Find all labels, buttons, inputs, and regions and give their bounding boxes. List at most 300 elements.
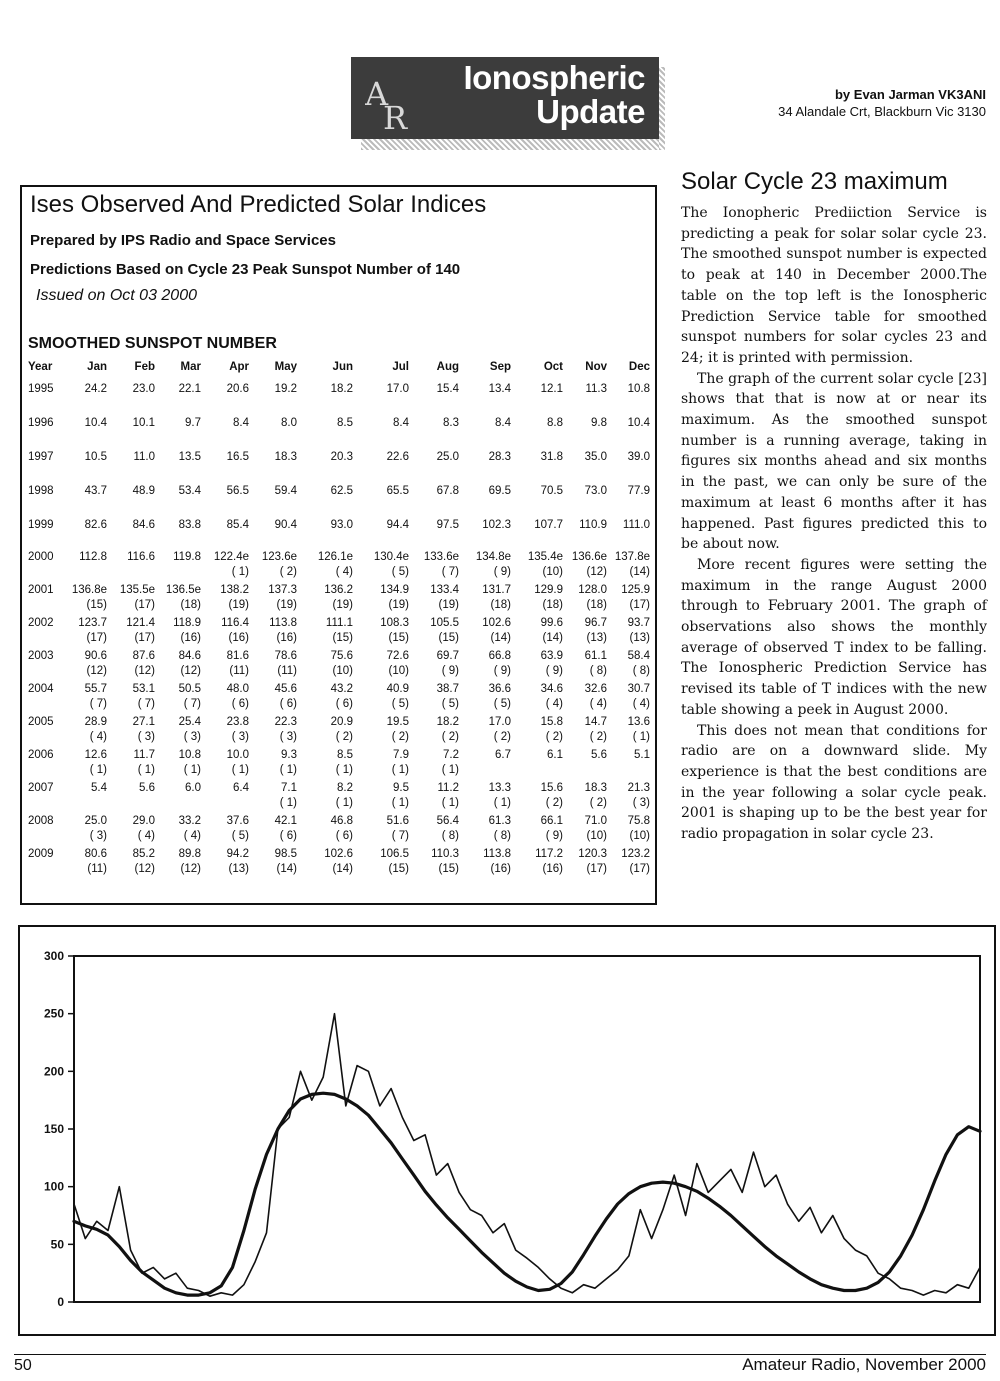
table-cell [204,679,252,712]
cell-error-range: ( 2) [279,566,297,578]
cell-value: 81.6 [226,650,249,662]
cell-value: 10.4 [627,417,650,429]
table-cell [158,513,204,547]
table-cell [356,411,412,445]
table-title: Ises Observed And Predicted Solar Indices [30,191,487,218]
cell-value: 50.5 [178,683,201,695]
cell-error-range: ( 1) [391,764,409,776]
cell-value: 87.6 [132,650,155,662]
cell-value: 121.4 [126,617,155,629]
table-cell [68,745,110,778]
cell-error-range: ( 4) [545,698,563,710]
table-row [26,377,653,411]
chart-frame [18,925,996,1336]
y-tick-label: 250 [43,1006,64,1021]
cell-value: 13.6 [627,716,650,728]
table-cell [110,679,158,712]
table-cell [462,844,514,877]
table-cell [300,411,356,445]
table-cell [68,377,110,411]
cell-value: 5.6 [591,749,607,761]
cell-error-range: ( 8) [493,830,511,842]
table-cell [204,613,252,646]
cell-error-range: ( 7) [89,698,107,710]
cell-error-range: (17) [134,599,155,611]
cell-value: 28.3 [488,451,511,463]
table-cell [252,679,300,712]
cell-value: 93.0 [330,519,353,531]
cell-value: 126.1e [317,551,353,563]
cell-value: 7.2 [443,749,459,761]
cell-value: 53.1 [132,683,155,695]
y-tick-label: 150 [43,1122,64,1136]
table-cell [462,679,514,712]
cell-value: 19.5 [386,716,409,728]
table-cell [68,580,110,613]
table-cell [68,613,110,646]
author-address: 34 Alandale Crt, Blackburn Vic 3130 [778,104,986,119]
cell-value: 123.7 [78,617,107,629]
table-cell [462,778,514,811]
cell-value: 113.8 [269,617,297,629]
table-row [26,547,653,580]
table-cell [110,613,158,646]
column-header: Mar [180,361,201,373]
cell-value: 9.3 [281,749,297,761]
table-cell [158,411,204,445]
cell-error-range: (17) [629,599,650,611]
cell-value: 61.1 [584,650,607,662]
cell-error-range: (12) [134,863,155,875]
cell-error-range: ( 7) [391,830,409,842]
column-header: Dec [628,361,650,373]
table-cell [252,479,300,513]
logo-title-line1: Ionospheric [463,59,645,96]
cell-error-range: (10) [332,665,353,677]
table-cell [514,745,566,778]
table-cell [566,646,610,679]
cell-value: 134.9 [380,584,409,596]
table-row [26,479,653,513]
cell-error-range: ( 2) [589,797,607,809]
cell-error-range: ( 1) [231,764,249,776]
table-cell [514,411,566,445]
table-cell [204,479,252,513]
table-cell [412,778,462,811]
table-cell [204,844,252,877]
table-cell [204,513,252,547]
table-cell [158,844,204,877]
table-cell [462,445,514,479]
cell-value: 135.4e [527,551,563,563]
row-year: 2001 [28,584,54,596]
cell-value: 130.4e [373,551,409,563]
cell-error-range: ( 1) [441,797,459,809]
cell-error-range: ( 6) [335,698,353,710]
cell-value: 85.4 [226,519,249,531]
cell-value: 90.6 [84,650,107,662]
cell-value: 53.4 [178,485,201,497]
cell-value: 6.0 [185,782,201,794]
logo-letter-a: A [365,75,389,113]
cell-error-range: ( 1) [441,764,459,776]
table-cell [204,778,252,811]
cell-value: 78.6 [274,650,297,662]
cell-value: 23.0 [132,383,155,395]
column-header: Feb [134,361,155,373]
table-cell [158,479,204,513]
logo-letter-r: R [383,99,408,131]
table-cell [566,479,610,513]
cell-value: 28.9 [84,716,107,728]
cell-value: 55.7 [84,683,107,695]
publication-line: Amateur Radio, November 2000 [742,1355,986,1374]
cell-value: 8.2 [337,782,353,794]
cell-value: 97.5 [436,519,459,531]
cell-value: 123.6e [261,551,297,563]
table-cell [68,712,110,745]
row-year: 2009 [28,848,54,860]
table-cell [610,479,653,513]
table-cell [412,411,462,445]
cell-error-range: (10) [586,830,607,842]
cell-error-range: (16) [542,863,563,875]
sunspot-table [26,357,653,877]
table-cell [252,547,300,580]
table-cell [412,547,462,580]
column-header: Aug [436,361,459,373]
cell-error-range: (12) [86,665,107,677]
table-cell [356,712,412,745]
table-cell [610,445,653,479]
table-cell [514,613,566,646]
table-row [26,613,653,646]
cell-error-range: (14) [629,566,650,578]
y-tick-label: 200 [43,1064,64,1079]
table-cell [356,479,412,513]
table-cell [356,745,412,778]
cell-value: 134.8e [475,551,511,563]
cell-error-range: (18) [542,599,563,611]
cell-value: 98.5 [274,848,297,860]
article-paragraph: The Ionopheric Prediiction Service is predicting a peak for solar solar cycle 23. The smoothed sunspot number is expected to peak at 140 in December 2000.The table on the top left is the Ionospheric Prediction Service table for smoothed sunspot numbers for solar cycles 23 and 24; it is printed with permission. [681,205,987,366]
y-tick-label: 50 [50,1237,64,1252]
cell-error-range: (17) [629,863,650,875]
cell-error-range: (10) [542,566,563,578]
cell-value: 22.3 [274,716,297,728]
table-row [26,811,653,844]
cell-value: 21.3 [627,782,650,794]
table-cell [514,679,566,712]
table-cell [356,377,412,411]
cell-value: 106.5 [380,848,409,860]
cell-error-range: ( 5) [231,830,249,842]
cell-value: 94.2 [226,848,249,860]
cell-value: 75.6 [330,650,353,662]
table-row [26,411,653,445]
cell-value: 34.6 [540,683,563,695]
table-cell [412,844,462,877]
cell-error-range: ( 4) [183,830,201,842]
table-cell [610,547,653,580]
table-cell [110,580,158,613]
table-cell [300,679,356,712]
cell-error-range: (15) [438,863,459,875]
table-cell [610,811,653,844]
cell-value: 102.3 [482,519,511,531]
table-cell [462,580,514,613]
cell-value: 9.8 [591,417,607,429]
table-cell [566,547,610,580]
column-header: Jul [392,361,409,373]
table-cell [610,377,653,411]
cell-value: 122.4e [213,551,249,563]
table-cell [356,513,412,547]
cell-value: 133.4 [430,584,459,596]
cell-value: 133.6e [423,551,459,563]
table-cell [252,445,300,479]
table-row [26,844,653,877]
cell-value: 29.0 [132,815,155,827]
table-cell [514,778,566,811]
table-cell [610,646,653,679]
cell-value: 111.1 [325,617,353,629]
table-cell [204,745,252,778]
table-cell [158,377,204,411]
cell-error-range: ( 9) [545,665,563,677]
table-cell [68,479,110,513]
sunspot-chart [20,927,994,1334]
cell-value: 8.4 [233,417,249,429]
cell-value: 20.3 [330,451,353,463]
cell-value: 51.6 [386,815,409,827]
table-row [26,712,653,745]
cell-value: 10.0 [226,749,249,761]
cell-error-range: ( 6) [231,698,249,710]
cell-value: 66.8 [488,650,511,662]
table-cell [566,613,610,646]
cell-error-range: (13) [629,632,650,644]
column-header: Oct [543,361,563,373]
cell-value: 138.2 [220,584,249,596]
table-cell [514,811,566,844]
table-cell [566,844,610,877]
table-cell [158,811,204,844]
table-cell [300,377,356,411]
cell-value: 11.2 [437,782,459,794]
cell-error-range: ( 1) [183,764,201,776]
table-cell [462,479,514,513]
cell-value: 15.6 [540,782,563,794]
table-heading: SMOOTHED SUNSPOT NUMBER [28,335,277,352]
cell-error-range: (17) [586,863,607,875]
row-year: 2003 [28,650,54,662]
table-cell [252,844,300,877]
cell-error-range: (18) [586,599,607,611]
table-row [26,778,653,811]
cell-value: 93.7 [627,617,650,629]
cell-value: 16.5 [226,451,249,463]
table-cell [514,445,566,479]
cell-error-range: ( 6) [279,698,297,710]
table-cell [252,613,300,646]
table-cell [412,679,462,712]
cell-value: 72.6 [386,650,409,662]
cell-error-range: ( 1) [231,566,249,578]
cell-error-range: ( 3) [279,731,297,743]
table-cell [300,479,356,513]
cell-error-range: (13) [586,632,607,644]
cell-value: 128.0 [578,584,607,596]
column-header: Jan [87,361,107,373]
cell-error-range: ( 1) [493,797,511,809]
table-cell [412,613,462,646]
cell-error-range: (11) [87,863,107,875]
cell-error-range: (19) [438,599,459,611]
table-cell [204,580,252,613]
table-cell [110,778,158,811]
cell-error-range: (18) [180,599,201,611]
cell-error-range: ( 7) [137,698,155,710]
cell-error-range: (18) [490,599,511,611]
cell-value: 13.4 [488,383,511,395]
table-cell [300,778,356,811]
cell-error-range: ( 5) [391,566,409,578]
cell-value: 113.8 [483,848,511,860]
table-cell [356,580,412,613]
table-cell [462,745,514,778]
cell-value: 62.5 [330,485,353,497]
table-cell [300,712,356,745]
cell-value: 48.9 [132,485,155,497]
cell-error-range: (10) [388,665,409,677]
table-cell [158,778,204,811]
cell-value: 6.1 [547,749,563,761]
cell-value: 24.2 [84,383,107,395]
cell-error-range: (11) [229,665,249,677]
table-cell [610,613,653,646]
prepared-by: Prepared by IPS Radio and Space Services [30,232,336,249]
plot-area [74,956,980,1302]
cell-error-range: (12) [586,566,607,578]
page-number: 50 [14,1357,32,1374]
cell-value: 118.9 [173,617,201,629]
cell-error-range: (16) [180,632,201,644]
cell-value: 89.8 [178,848,201,860]
table-cell [252,778,300,811]
cell-value: 112.8 [79,551,107,563]
series-line-monthly [74,1014,980,1296]
table-cell [610,712,653,745]
cell-value: 8.5 [337,417,353,429]
cell-error-range: (15) [388,863,409,875]
cell-error-range: ( 1) [137,764,155,776]
table-cell [356,811,412,844]
cell-error-range: ( 8) [589,665,607,677]
table-cell [514,712,566,745]
cell-error-range: ( 9) [493,665,511,677]
y-tick-label: 300 [43,949,64,963]
table-cell [412,580,462,613]
cell-value: 116.6 [127,551,155,563]
cell-error-range: ( 7) [183,698,201,710]
cell-value: 5.1 [634,749,650,761]
cell-value: 123.2 [621,848,650,860]
cell-value: 99.6 [540,617,563,629]
cell-error-range: (14) [276,863,297,875]
cell-value: 85.2 [132,848,155,860]
table-cell [68,679,110,712]
cell-value: 102.6 [482,617,511,629]
column-header: Nov [585,361,607,373]
table-cell [68,778,110,811]
cell-value: 20.9 [330,716,353,728]
cell-value: 137.8e [614,551,650,563]
cell-error-range: (12) [180,863,201,875]
table-cell [252,513,300,547]
cell-value: 43.2 [330,683,353,695]
table-cell [610,745,653,778]
cell-error-range: ( 6) [279,830,297,842]
cell-value: 82.6 [84,519,107,531]
ar-logo-mark [365,71,409,131]
table-cell [462,811,514,844]
table-cell [566,377,610,411]
cell-value: 15.4 [436,383,459,395]
cell-value: 15.8 [540,716,563,728]
cell-value: 116.4 [221,617,249,629]
table-cell [204,712,252,745]
table-cell [356,844,412,877]
cell-value: 96.7 [584,617,607,629]
table-cell [462,513,514,547]
table-cell [252,580,300,613]
table-cell [300,613,356,646]
cell-value: 13.5 [178,451,201,463]
cell-value: 13.3 [488,782,511,794]
y-tick-label: 100 [43,1179,64,1194]
cell-value: 69.5 [488,485,511,497]
table-cell [566,679,610,712]
column-header: May [274,361,297,373]
table-cell [462,613,514,646]
table-row [26,513,653,547]
table-cell [462,646,514,679]
cell-value: 137.3 [268,584,297,596]
table-cell [252,646,300,679]
table-cell [204,377,252,411]
table-cell [110,844,158,877]
cell-value: 136.5e [165,584,201,596]
cell-error-range: (13) [228,863,249,875]
cell-value: 18.2 [330,383,353,395]
cell-value: 117.2 [535,848,563,860]
cell-error-range: ( 8) [441,830,459,842]
table-cell [610,679,653,712]
table-cell [252,411,300,445]
cell-error-range: (16) [490,863,511,875]
article-paragraph: More recent figures were setting the maximum in the range August 2000 through to February 2001. The graph of observations also shows the monthly average of observed T index to be falling. The Ionospheric Prediction Service has revised its table of T indices with the new table showing a peek in August 2000. [681,556,987,718]
cell-error-range: ( 3) [231,731,249,743]
logo-shadow-side [659,67,665,150]
table-cell [68,811,110,844]
cell-value: 8.3 [443,417,459,429]
cell-value: 65.5 [386,485,409,497]
cell-value: 56.5 [226,485,249,497]
cell-error-range: (16) [276,632,297,644]
table-cell [462,547,514,580]
table-cell [158,712,204,745]
